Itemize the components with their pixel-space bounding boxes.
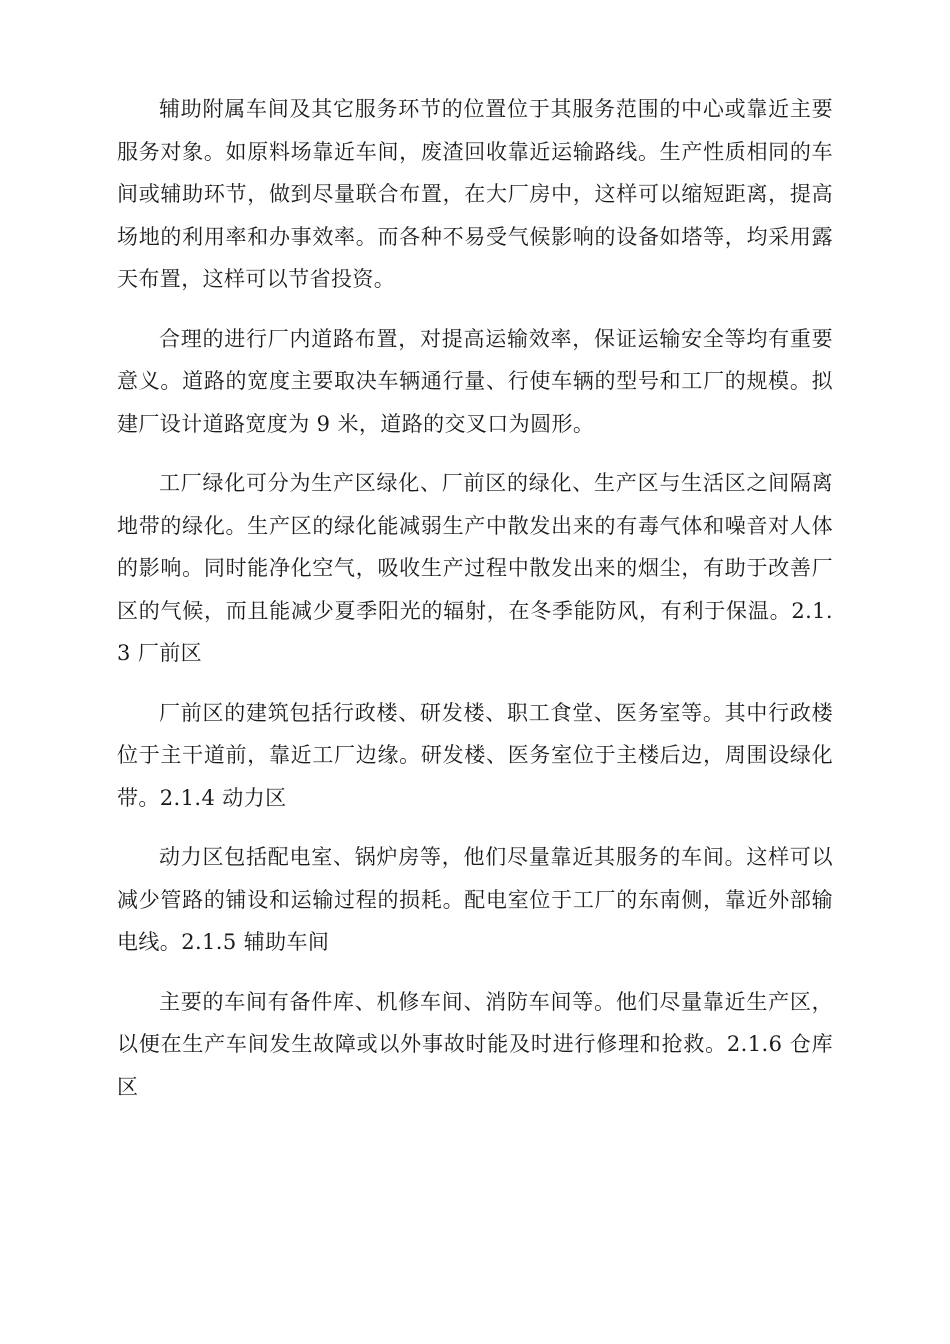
document-body <box>117 88 833 1125</box>
paragraph-auxiliary-workshops: 辅助附属车间及其它服务环节的位置位于其服务范围的中心或靠近主要服务对象。如原料场靠近车间，废渣回收靠近运输路线。生产性质相同的车间或辅助环节，做到尽量联合布置，在大厂房中，这样可以缩短距离，提高场地的利用率和办事效率。而各种不易受气候影响的设备如塔等，均采用露天布置，这样可以节省投资。 <box>117 97 833 291</box>
paragraph-power-area: 动力区包括配电室、锅炉房等，他们尽量靠近其服务的车间。这样可以减少管路的铺设和运输过程的损耗。配电室位于工厂的东南侧，靠近外部输电线。2.1.5 辅助车间 <box>117 845 833 954</box>
paragraph-roads: 合理的进行厂内道路布置，对提高运输效率，保证运输安全等均有重要意义。道路的宽度主要取决车辆通行量、行使车辆的型号和工厂的规模。拟建厂设计道路宽度为 9 米，道路的交叉口为圆形。 <box>117 326 833 436</box>
paragraph-front-area: 厂前区的建筑包括行政楼、研发楼、职工食堂、医务室等。其中行政楼位于主干道前，靠近工厂边缘。研发楼、医务室位于主楼后边，周围设绿化带。2.1.4 动力区 <box>117 700 833 810</box>
paragraph-auxiliary-area: 主要的车间有备件库、机修车间、消防车间等。他们尽量靠近生产区，以便在生产车间发生故障或以外事故时能及时进行修理和抢救。2.1.6 仓库区 <box>117 989 833 1099</box>
paragraph-greening: 工厂绿化可分为生产区绿化、厂前区的绿化、生产区与生活区之间隔离地带的绿化。生产区的绿化能减弱生产中散发出来的有毒气体和噪音对人体的影响。同时能净化空气，吸收生产过程中散发出来的烟尘，有助于改善厂区的气候，而且能减少夏季阳光的辐射，在冬季能防风，有利于保温。2.1.3 厂前区 <box>117 471 833 665</box>
